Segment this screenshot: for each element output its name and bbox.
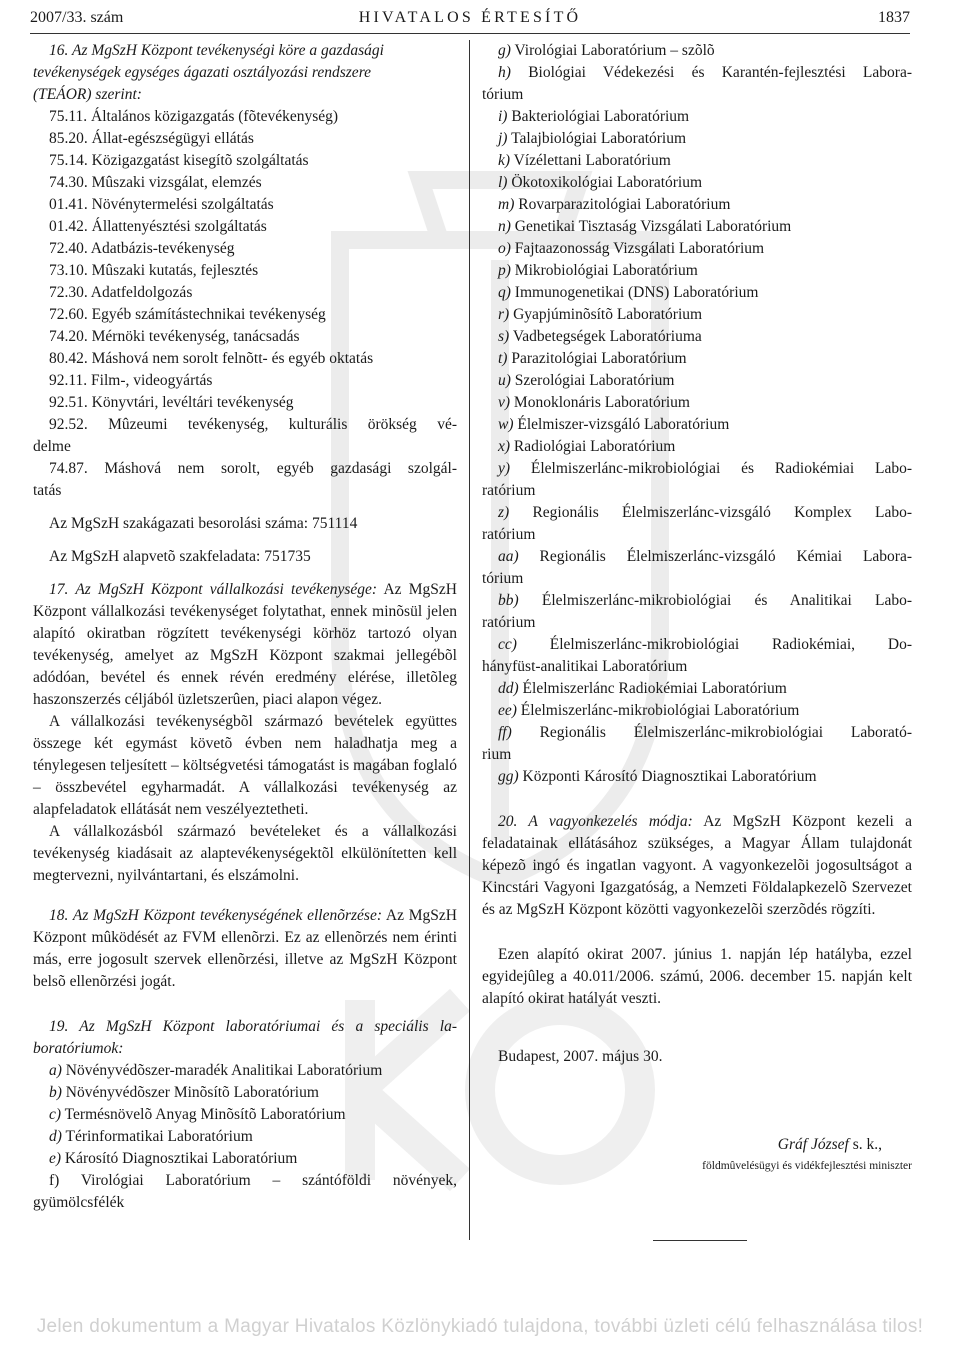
lab-item: t) Parazitológiai Laboratórium bbox=[498, 350, 687, 367]
lab-item-continued: hányfüst-analitikai Laboratórium bbox=[482, 658, 688, 675]
teaor-item: 92.52. Mûzeumi tevékenység, kulturális örökség vé- bbox=[49, 416, 457, 433]
teaor-item: 75.14. Közigazgatást kisegítõ szolgáltatás bbox=[49, 152, 309, 169]
signer-name: Gráf József s. k., bbox=[777, 1136, 882, 1153]
lab-list bbox=[482, 40, 912, 788]
lab-item: q) Immunogenetikai (DNS) Laboratórium bbox=[498, 284, 759, 301]
lab-item: k) Vízélettani Laboratórium bbox=[498, 152, 671, 169]
lab-item: g) Virológiai Laboratórium – szõlõ bbox=[498, 42, 715, 59]
teaor-item: 75.11. Általános közigazgatás (fõtevékenység) bbox=[49, 108, 339, 125]
teaor-item: 72.60. Egyéb számítástechnikai tevékenység bbox=[49, 306, 326, 323]
effective-date-paragraph: Ezen alapító okirat 2007. június 1. napján lép hatályba, ezzel egyidejûleg a 40.011/2006. számú, 2006. december 15. napján kelt alapító okirat hatályát veszti. bbox=[482, 946, 912, 1007]
lab-item: aa) Regionális Élelmiszerlánc-vizsgáló Kémiai Labora- bbox=[498, 548, 912, 565]
lab-item: e) Károsító Diagnosztikai Laboratórium bbox=[49, 1150, 298, 1167]
end-rule bbox=[653, 1240, 747, 1241]
lab-item-continued: ratórium bbox=[482, 482, 536, 499]
lab-item: x) Radiológiai Laboratórium bbox=[498, 438, 676, 455]
page-header bbox=[30, 6, 910, 30]
lab-item: ee) Élelmiszerlánc-mikrobiológiai Laboratórium bbox=[498, 702, 800, 719]
section-20-title: 20. A vagyonkezelés módja: bbox=[498, 813, 693, 830]
section-16-title: (TEÁOR) szerint: bbox=[33, 86, 142, 103]
lab-item: a) Növényvédõszer-maradék Analitikai Laboratórium bbox=[49, 1062, 383, 1079]
header-rule bbox=[30, 33, 910, 34]
lab-item: r) Gyapjúminõsítõ Laboratórium bbox=[498, 306, 703, 323]
lab-item: l) Ökotoxikológiai Laboratórium bbox=[498, 174, 703, 191]
lab-item: ff) Regionális Élelmiszerlánc-mikrobiológiai Laborató- bbox=[498, 724, 912, 741]
teaor-item: 80.42. Máshová nem sorolt felnõtt- és egyéb oktatás bbox=[49, 350, 374, 367]
lab-item-continued: tórium bbox=[482, 86, 524, 103]
lab-item: z) Regionális Élelmiszerlánc-vizsgáló Komplex Labo- bbox=[498, 504, 913, 521]
teaor-item: 72.30. Adatfeldolgozás bbox=[49, 284, 193, 301]
lab-item-continued: ratórium bbox=[482, 526, 536, 543]
section-18-title: 18. Az MgSzH Központ tevékenységének ellenõrzése: bbox=[49, 907, 382, 924]
lab-item: c) Termésnövelõ Anyag Minõsítõ Laboratórium bbox=[49, 1106, 346, 1123]
lab-item: j) Talajbiológiai Laboratórium bbox=[498, 130, 687, 147]
publication-title: HIVATALOS ÉRTESÍTŐ bbox=[358, 9, 582, 26]
teaor-item: 92.11. Film-, videogyártás bbox=[49, 372, 213, 389]
section-17-title: 17. Az MgSzH Központ vállalkozási tevékenysége: bbox=[49, 581, 378, 598]
teaor-item: 74.20. Mérnöki tevékenység, tanácsadás bbox=[49, 328, 300, 345]
lab-item: cc) Élelmiszerlánc-mikrobiológiai Radiokémiai, Do- bbox=[498, 636, 912, 653]
section-17-paragraph-3: A vállalkozásból származó bevételeket és a vállalkozási tevékenység kiadásait az alaptevékenységektõl elkülönítetten kell megtervezni, nyilvántartani, és elszámolni. bbox=[33, 823, 457, 884]
lab-item: m) Rovarparazitológiai Laboratórium bbox=[498, 196, 731, 213]
section-20-text: Az MgSzH Központ kezeli a feladatainak ellátásához szükséges, a Magyar Állam tulajdonát képezõ ingó és ingatlan vagyont. A vagyonkezelõi jogosultságot a Kincstári Vagyoni Igazgatóság, a Nemzeti Földalapkezelõ Szervezet és az MgSzH Központ közötti vagyonkezelõi szerzõdés rögzíti. bbox=[482, 813, 912, 918]
section-17-paragraph-2: A vállalkozási tevékenységbõl származó bevételek együttes összege két egymást követõ évben nem haladhatja meg a ténylegesen teljesített – költségvetési támogatást is magában foglaló – összbevétel egyharmadát. A vállalkozási tevékenység az alapfeladatok ellátását nem veszélyeztetheti. bbox=[33, 713, 457, 818]
lab-item-continued: ratórium bbox=[482, 614, 536, 631]
teaor-item: 01.42. Állattenyésztési szolgáltatás bbox=[49, 218, 267, 235]
teaor-item: 73.10. Mûszaki kutatás, fejlesztés bbox=[49, 262, 259, 279]
lab-item: u) Szerológiai Laboratórium bbox=[498, 372, 675, 389]
section-17-paragraph bbox=[33, 579, 457, 711]
lab-item-continued: gyümölcsfélék bbox=[33, 1194, 125, 1211]
teaor-item: 72.40. Adatbázis-tevékenység bbox=[49, 240, 235, 257]
lab-item: d) Térinformatikai Laboratórium bbox=[49, 1128, 253, 1145]
section-18-text: Az MgSzH Központ mûködését az FVM ellenõrzi. Ez az ellenõrzés nem érinti más, erre jogosult szervek ellenõrzési, illetve az MgSzH Központ belsõ ellenõrzési jogát. bbox=[33, 907, 457, 990]
section-20-paragraph bbox=[482, 811, 912, 921]
section-16-title: 16. Az MgSzH Központ tevékenységi köre a gazdasági bbox=[49, 42, 384, 59]
lab-item: b) Növényvédõszer Minõsítõ Laboratórium bbox=[49, 1084, 319, 1101]
lab-item: y) Élelmiszerlánc-mikrobiológiai és Radiokémiai Labo- bbox=[498, 460, 912, 477]
lab-item: p) Mikrobiológiai Laboratórium bbox=[498, 262, 698, 279]
teaor-item: 92.51. Könyvtári, levéltári tevékenység bbox=[49, 394, 294, 411]
column-divider bbox=[469, 40, 470, 1240]
issue-number: 2007/33. szám bbox=[30, 9, 124, 26]
teaor-item-continued: delme bbox=[33, 438, 71, 455]
teaor-item-continued: tatás bbox=[33, 482, 62, 499]
lab-item: dd) Élelmiszerlánc Radiokémiai Laboratórium bbox=[498, 680, 787, 697]
copyright-notice: Jelen dokumentum a Magyar Hivatalos Közlönykiadó tulajdona, további üzleti célú felhasználása tilos! bbox=[36, 1316, 924, 1337]
lab-item: bb) Élelmiszerlánc-mikrobiológiai és Analitikai Labo- bbox=[498, 592, 913, 609]
page-number: 1837 bbox=[878, 9, 910, 26]
teaor-item: 85.20. Állat-egészségügyi ellátás bbox=[49, 130, 254, 147]
section-19-title: boratóriumok: bbox=[33, 1040, 124, 1057]
left-column bbox=[33, 40, 457, 1214]
lab-item: i) Bakteriológiai Laboratórium bbox=[498, 108, 690, 125]
teaor-item: 74.87. Máshová nem sorolt, egyéb gazdasági szolgál- bbox=[49, 460, 457, 477]
signer-title: földmûvelésügyi és vidékfejlesztési miniszter bbox=[702, 1160, 912, 1172]
section-18-paragraph bbox=[33, 905, 457, 993]
lab-item: n) Genetikai Tisztaság Vizsgálati Laboratórium bbox=[498, 218, 792, 235]
teaor-item: 01.41. Növénytermelési szolgáltatás bbox=[49, 196, 274, 213]
lab-item-continued: rium bbox=[482, 746, 512, 763]
lab-item-continued: tórium bbox=[482, 570, 524, 587]
place-and-date: Budapest, 2007. május 30. bbox=[498, 1048, 663, 1065]
lab-item: v) Monoklonáris Laboratórium bbox=[498, 394, 690, 411]
teaor-item: 74.30. Mûszaki vizsgálat, elemzés bbox=[49, 174, 262, 191]
lab-item: o) Fajtaazonosság Vizsgálati Laboratórium bbox=[498, 240, 765, 257]
lab-item: h) Biológiai Védekezési és Karantén-fejlesztési Labora- bbox=[498, 64, 912, 81]
section-17-text: Az MgSzH Központ vállalkozási tevékenységet folytathat, ennek minõsül jelen alapító okiratban rögzített tevékenységi körhöz tartozó olyan tevékenység, amelyet az MgSzH Központ szakmai jellegébõl adódóan, bevétel és ennek révén eredmény elérése, illetõleg haszonszerzés céljából üzletszerûen, piaci alapon végez. bbox=[33, 581, 457, 708]
lab-item: f) Virológiai Laboratórium – szántóföldi növények, bbox=[49, 1172, 457, 1189]
section-16-title: tevékenységek egységes ágazati osztályozási rendszere bbox=[33, 64, 372, 81]
lab-item: gg) Központi Károsító Diagnosztikai Laboratórium bbox=[498, 768, 817, 785]
lab-item: w) Élelmiszer-vizsgáló Laboratórium bbox=[498, 416, 730, 433]
classification-number: Az MgSzH szakágazati besorolási száma: 751114 bbox=[49, 515, 358, 532]
right-column bbox=[482, 40, 912, 1068]
lab-item: s) Vadbetegségek Laboratóriuma bbox=[498, 328, 702, 345]
section-19-title: 19. Az MgSzH Központ laboratóriumai és a speciális la- bbox=[49, 1018, 457, 1035]
basic-task-number: Az MgSzH alapvetõ szakfeladata: 751735 bbox=[49, 548, 311, 565]
